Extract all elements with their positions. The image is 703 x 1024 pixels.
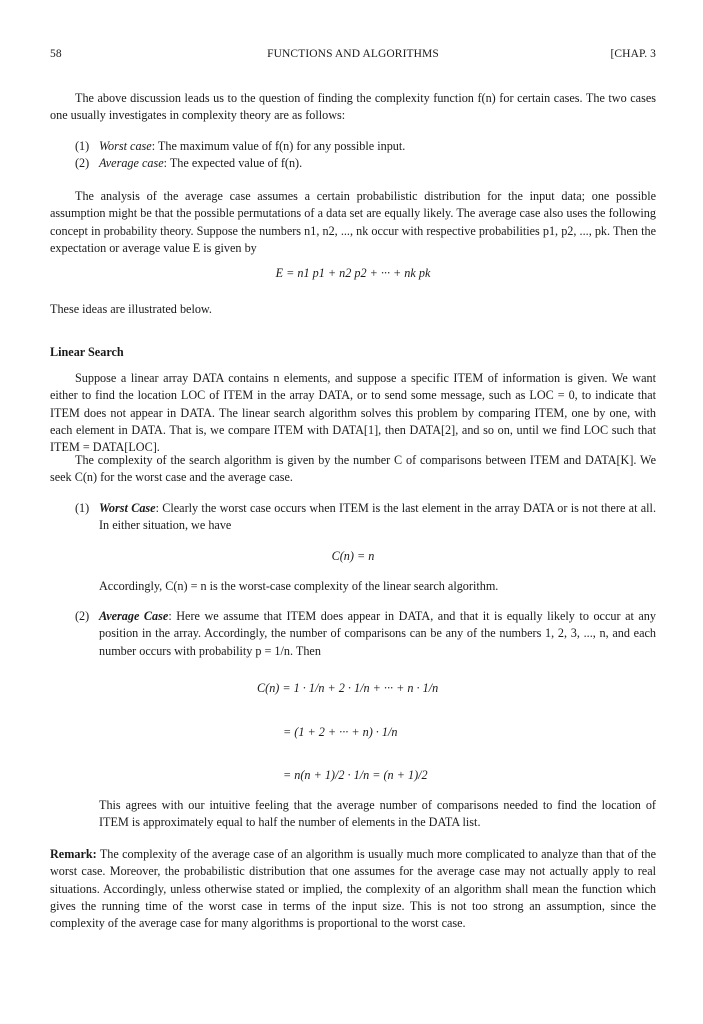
worst-case-text: : Clearly the worst case occurs when ITEM is the last element in the array DATA or is not there at all. In either situation, we have	[99, 501, 656, 533]
running-title: FUNCTIONS AND ALGORITHMS	[267, 48, 439, 60]
average-case-conclusion-text: This agrees with our intuitive feeling that the average number of comparisons needed to find the location of ITEM is approximately equal to half the number of elements in the DATA list.	[99, 798, 656, 830]
page-number: 58	[50, 48, 62, 60]
section-heading: Linear Search	[50, 345, 124, 359]
linear-search-text-1: Suppose a linear array DATA contains n elements, and suppose a specific ITEM of information is given. We want either to find the location LOC of ITEM in the array DATA, or to send some message, such as LOC = 0, to indicate that ITEM does not appear in DATA. The linear search algorithm solves this problem by comparing ITEM, one by one, with each element in DATA. That is, we compare ITEM with DATA[1], then DATA[2], and so on, until we find LOC such that ITEM = DATA[LOC].	[50, 371, 656, 455]
intro-text: The above discussion leads us to the question of finding the complexity function f(n) for certain cases. The two cases one usually investigates in complexity theory are as follows:	[50, 91, 656, 123]
expectation-equation: E = n1 p1 + n2 p2 + ··· + nk pk	[275, 266, 431, 280]
analysis-text: The analysis of the average case assumes a certain probabilistic distribution for the input data; one possible assumption might be that the possible permutations of a data set are equally likely. The average case also uses the following concept in probability theory. Suppose the numbers n1, n2, ..., nk occur with respective probabilities p1, p2, ..., pk. Then the expectation or average value E is given by	[50, 189, 656, 255]
illustrated-text: These ideas are illustrated below.	[50, 302, 212, 316]
worst-case-conclusion	[50, 578, 656, 595]
average-eq-line-3: = n(n + 1)/2 · 1/n = (n + 1)/2	[283, 768, 428, 782]
case-text: : The expected value of f(n).	[163, 156, 303, 171]
worst-case-conclusion-text: Accordingly, C(n) = n is the worst-case complexity of the linear search algorithm.	[99, 579, 499, 593]
case-item	[50, 138, 656, 155]
average-eq-line-1: C(n) = 1 · 1/n + 2 · 1/n + ··· + n · 1/n	[257, 681, 439, 695]
worst-case-equation: C(n) = n	[331, 549, 375, 563]
average-case-label: (2)	[75, 609, 90, 623]
worst-case-label: (1)	[75, 501, 90, 515]
illustrated-line	[50, 301, 656, 318]
average-case-conclusion	[50, 797, 656, 832]
linear-search-paragraph-2	[50, 452, 656, 487]
analysis-paragraph	[50, 188, 656, 257]
remark-text: The complexity of the average case of an algorithm is usually much more complicated to analyze than that of the worst case. Moreover, the probabilistic distribution that one assumes for the average case may not actually apply to real situations. Accordingly, unless otherwise stated or implied, the complexity of an algorithm shall mean the function which gives the running time of the worst case in terms of the input size. This is not too strong an assumption, since the complexity of the average case for many algorithms is proportional to the worst case.	[50, 847, 656, 931]
case-item	[50, 155, 656, 172]
worst-case-item	[50, 500, 656, 535]
chapter-label: [CHAP. 3	[610, 48, 656, 60]
linear-search-text-2: The complexity of the search algorithm is given by the number C of comparisons between ITEM and DATA[K]. We seek C(n) for the worst case and the average case.	[50, 453, 656, 485]
average-case-item	[50, 608, 656, 660]
worst-case-term: Worst Case	[99, 501, 156, 515]
cases-list	[50, 138, 656, 173]
running-header	[50, 46, 656, 64]
case-label: (2)	[75, 156, 90, 171]
average-case-text: : Here we assume that ITEM does appear in DATA, and that it is equally likely to occur at any position in the array. Accordingly, the number of comparisons can be any of the numbers 1, 2, 3, ..., n, and each number occurs with probability p = 1/n. Then	[99, 609, 656, 658]
average-case-term: Average Case	[99, 609, 169, 623]
case-label: (1)	[75, 139, 90, 153]
linear-search-paragraph-1	[50, 370, 656, 456]
case-term: Average case	[99, 156, 164, 171]
remark-paragraph	[50, 846, 656, 932]
average-eq-line-2: = (1 + 2 + ··· + n) · 1/n	[283, 725, 398, 739]
remark-label: Remark:	[50, 847, 97, 861]
case-text: : The maximum value of f(n) for any possible input.	[151, 139, 406, 153]
case-term: Worst case	[99, 139, 152, 153]
intro-paragraph	[50, 90, 656, 125]
